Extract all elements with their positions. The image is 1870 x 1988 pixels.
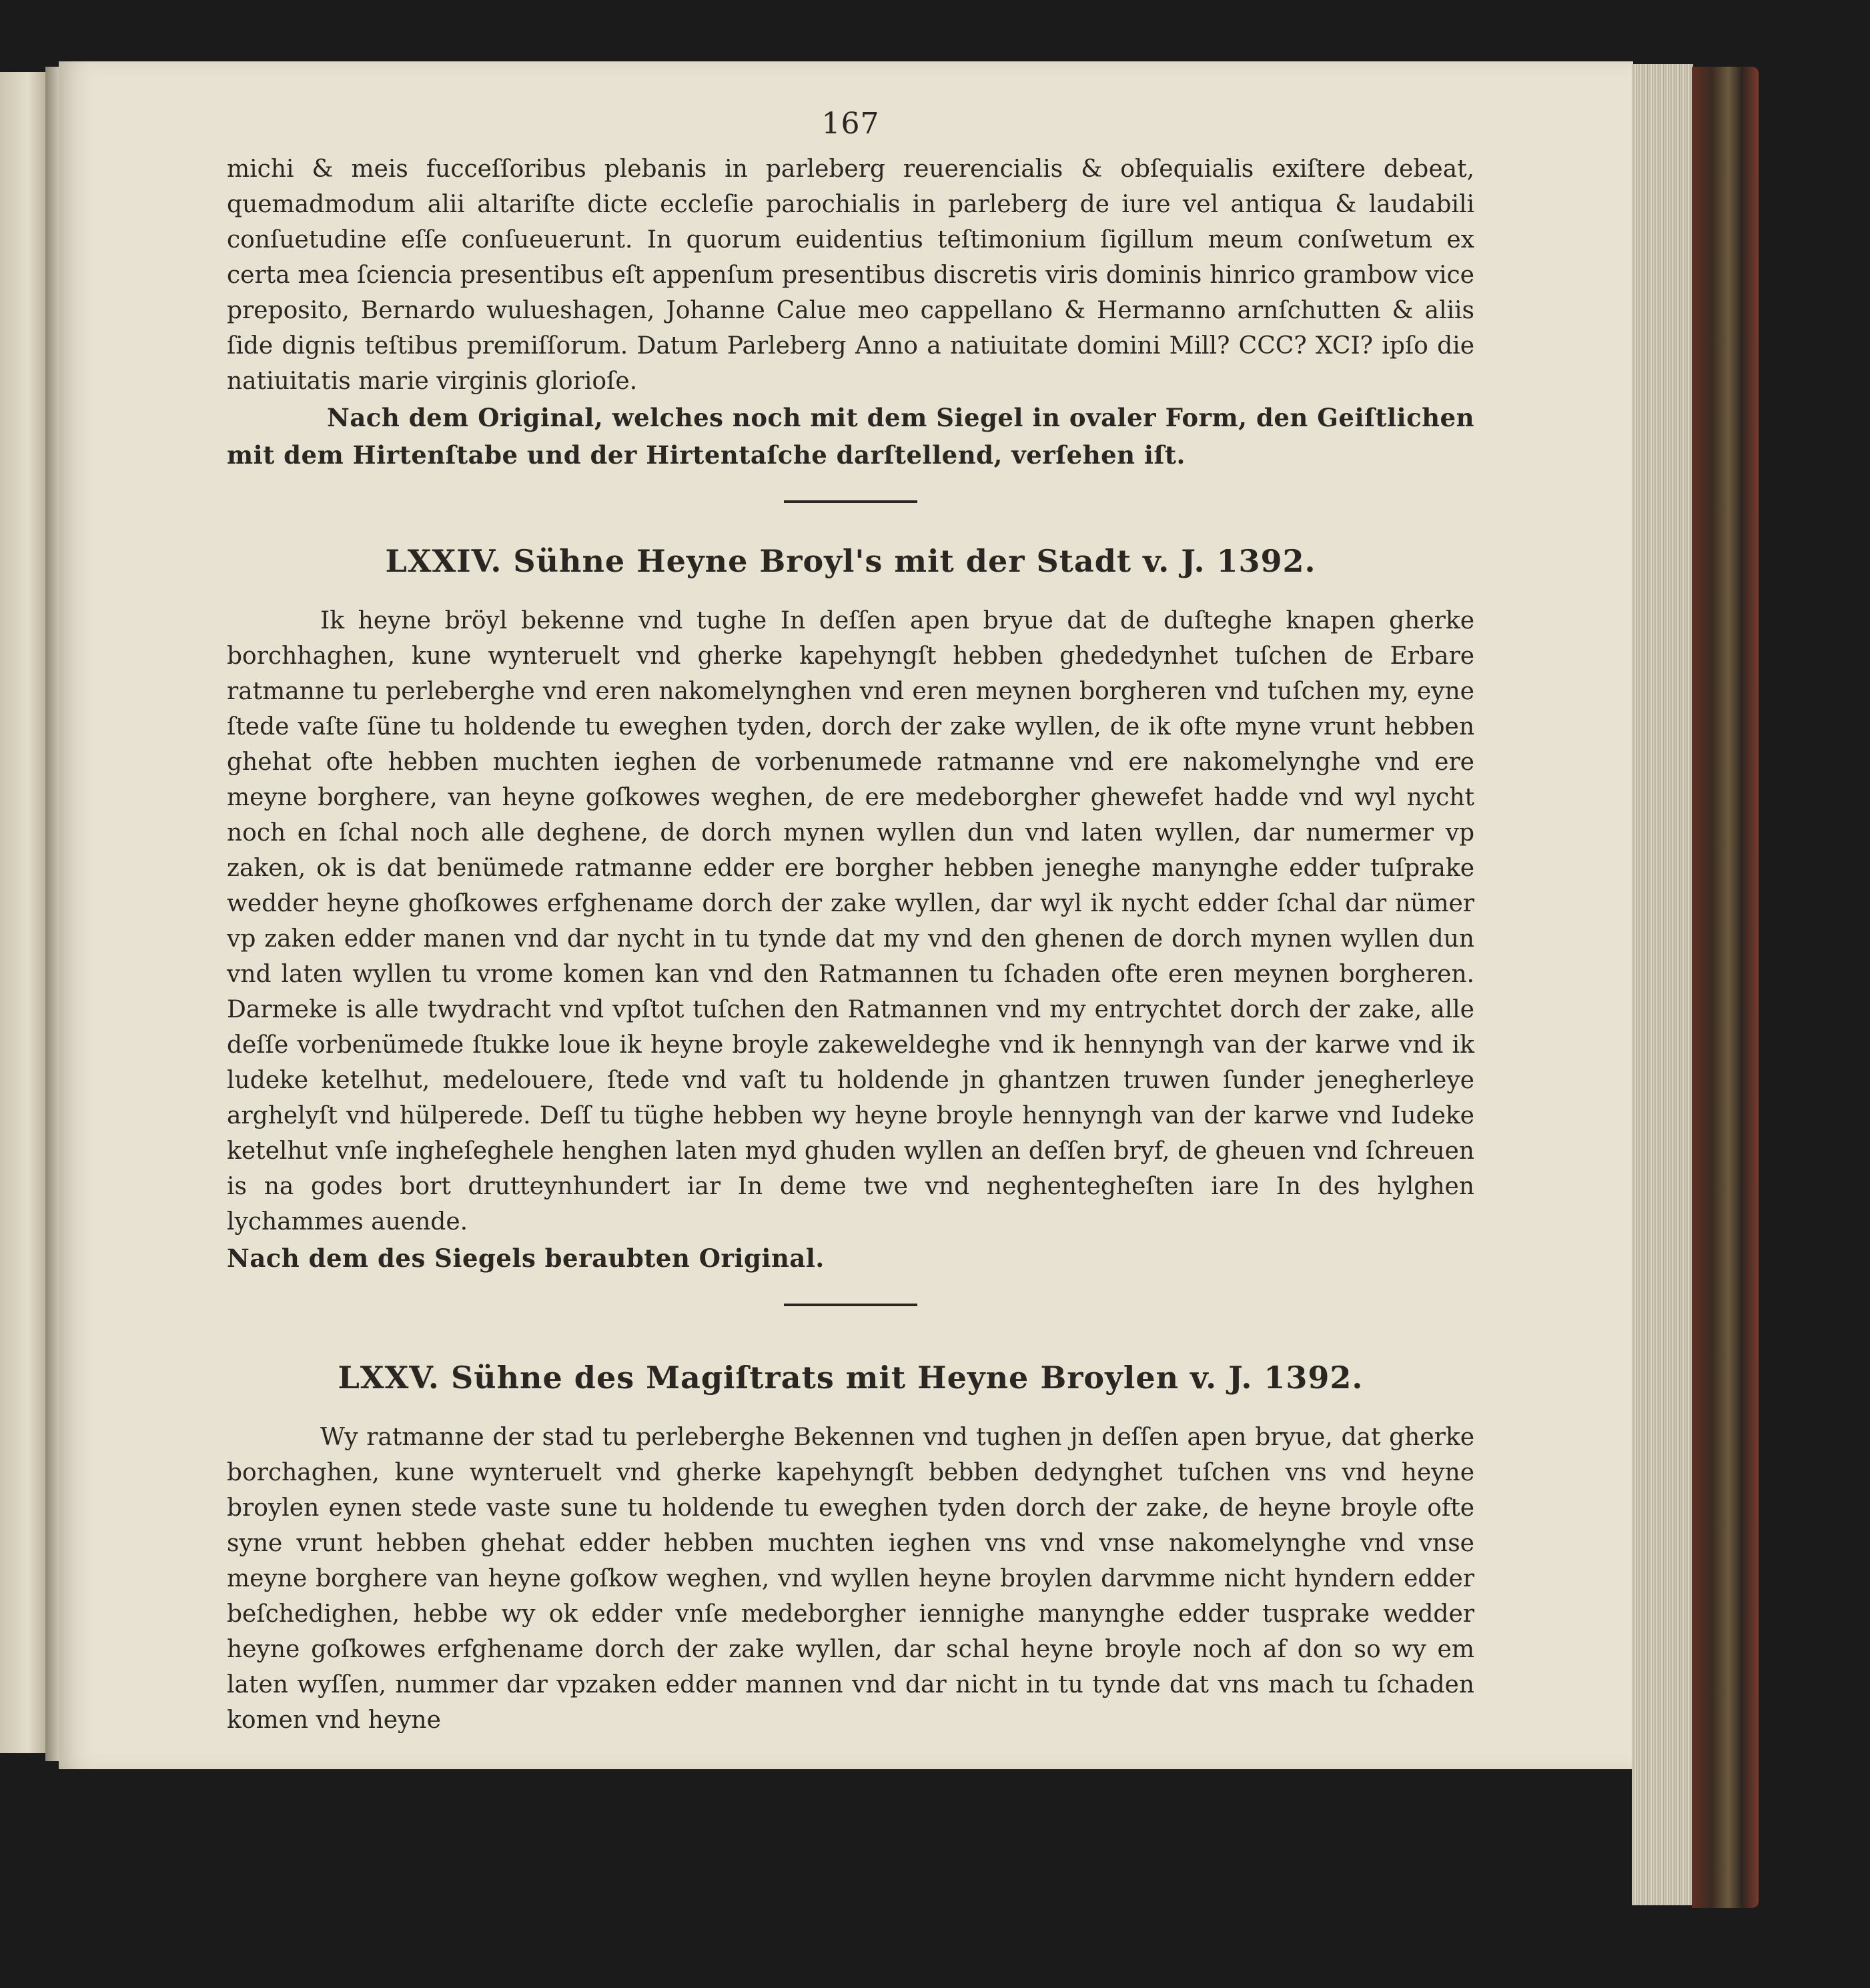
- page-number: 167: [821, 107, 880, 141]
- page-content: [227, 107, 1474, 1738]
- section-lxxiv-body: Ik heyne bröyl bekenne vnd tughe In deſſen apen bryue dat de duſteghe knapen gherke borchhaghen, kune wynteruelt vnd gherke kapehyngſt hebben ghededynhet tuſchen de Erbare ratmanne tu perleberghe vnd eren nakomelynghen vnd eren meynen borgheren vnd tuſchen my, eyne ſtede vaſte ſüne tu holdende tu eweghen tyden, dorch der zake wyllen, de ik ofte myne vrunt hebben ghehat ofte hebben muchten ieghen de vorbenumede ratmanne vnd ere nakomelynghe vnd ere meyne borghere, van heyne goſkowes weghen, de ere medeborgher ghewefet hadde vnd wyl nycht noch en ſchal noch alle deghene, de dorch mynen wyllen dun vnd laten wyllen, dar numermer vp zaken, ok is dat benümede ratmanne edder ere borgher hebben jeneghe manynghe edder tuſprake wedder heyne ghoſkowes erfghename dorch der zake wyllen, dar wyl ik nycht edder ſchal dar nümer vp zaken edder manen vnd dar nycht in tu tynde dat my vnd den ghenen de dorch mynen wyllen dun vnd laten wyllen tu vrome komen kan vnd den Ratmannen tu ſchaden ofte eren meynen borgheren. Darmeke is alle twydracht vnd vpſtot tuſchen den Ratmannen vnd my entrychtet dorch der zake, alle deſſe vorbenümede ſtukke loue ik heyne broyle zakeweldeghe vnd ik hennyngh van der karwe vnd ik ludeke ketelhut, medelouere, ſtede vnd vaſt tu holdende jn ghantzen truwen ſunder jenegherleye arghelyſt vnd hülperede. Deſſ tu tüghe hebben wy heyne broyle hennyngh van der karwe vnd Iudeke ketelhut vnſe ingheſeghele henghen laten myd ghuden wyllen an deſſen bryf, de gheuen vnd ſchreuen is na godes bort drutteynhundert iar In deme twe vnd neghentegheſten iare In des hylghen lychammes auende.: [227, 607, 1474, 1235]
- page-block-edge: [1632, 64, 1693, 1905]
- top-source-note: Nach dem Original, welches noch mit dem Siegel in ovaler Form, den Geiſtlichen mit dem Hirtenſtabe und der Hirtentaſche darſtellend, verſehen iſt.: [227, 403, 1474, 470]
- section-heading-lxxv: LXXV. Sühne des Magiſtrats mit Heyne Broylen v. J. 1392.: [338, 1360, 1364, 1396]
- section-lxxiv-source-note: Nach dem des Siegels beraubten Original.: [227, 1244, 825, 1273]
- section-divider: [784, 1304, 917, 1306]
- section-heading-lxxiv: LXXIV. Sühne Heyne Broyl's mit der Stadt v. J. 1392.: [385, 543, 1316, 579]
- section-divider: [784, 500, 917, 503]
- top-paragraph: michi & meis fucceſſoribus plebanis in parleberg reuerencialis & obſequialis exiſtere debeat, quemadmodum alii altariſte dicte eccleſie parochialis in parleberg de iure vel antiqua & laudabili conſuetudine eſſe conſueuerunt. In quorum euidentius teſtimonium ſigillum meum conſwetum ex certa mea ſciencia presentibus eſt appenſum presentibus discretis viris dominis hinrico grambow vice preposito, Bernardo wulueshagen, Johanne Calue meo cappellano & Hermanno arnſchutten & aliis ſide dignis teſtibus premiſſorum. Datum Parleberg Anno a natiuitate domini Mill? CCC? XCI? ipſo die natiuitatis marie virginis glorioſe.: [227, 155, 1474, 395]
- left-page-edge: [0, 72, 47, 1753]
- book-cover-edge: [1692, 67, 1759, 1908]
- section-lxxv-body: Wy ratmanne der stad tu perleberghe Bekennen vnd tughen jn deſſen apen bryue, dat gherke borchaghen, kune wynteruelt vnd gherke kapehyngſt bebben dedynghet tuſchen vns vnd heyne broylen eynen stede vaste sune tu holdende tu eweghen tyden dorch der zake, de heyne broyle ofte syne vrunt hebben ghehat edder hebben muchten ieghen vns vnd vnse nakomelynghe vnd vnse meyne borghere van heyne goſkow weghen, vnd wyllen heyne broylen darvmme nicht hyndern edder beſchedighen, hebbe wy ok edder vnſe medeborgher iennighe manynghe edder tusprake wedder heyne goſkowes erfghename dorch der zake wyllen, dar schal heyne broyle noch af don so wy em laten wyſſen, nummer dar vpzaken edder mannen vnd dar nicht in tu tynde dat vns mach tu ſchaden komen vnd heyne: [227, 1424, 1474, 1734]
